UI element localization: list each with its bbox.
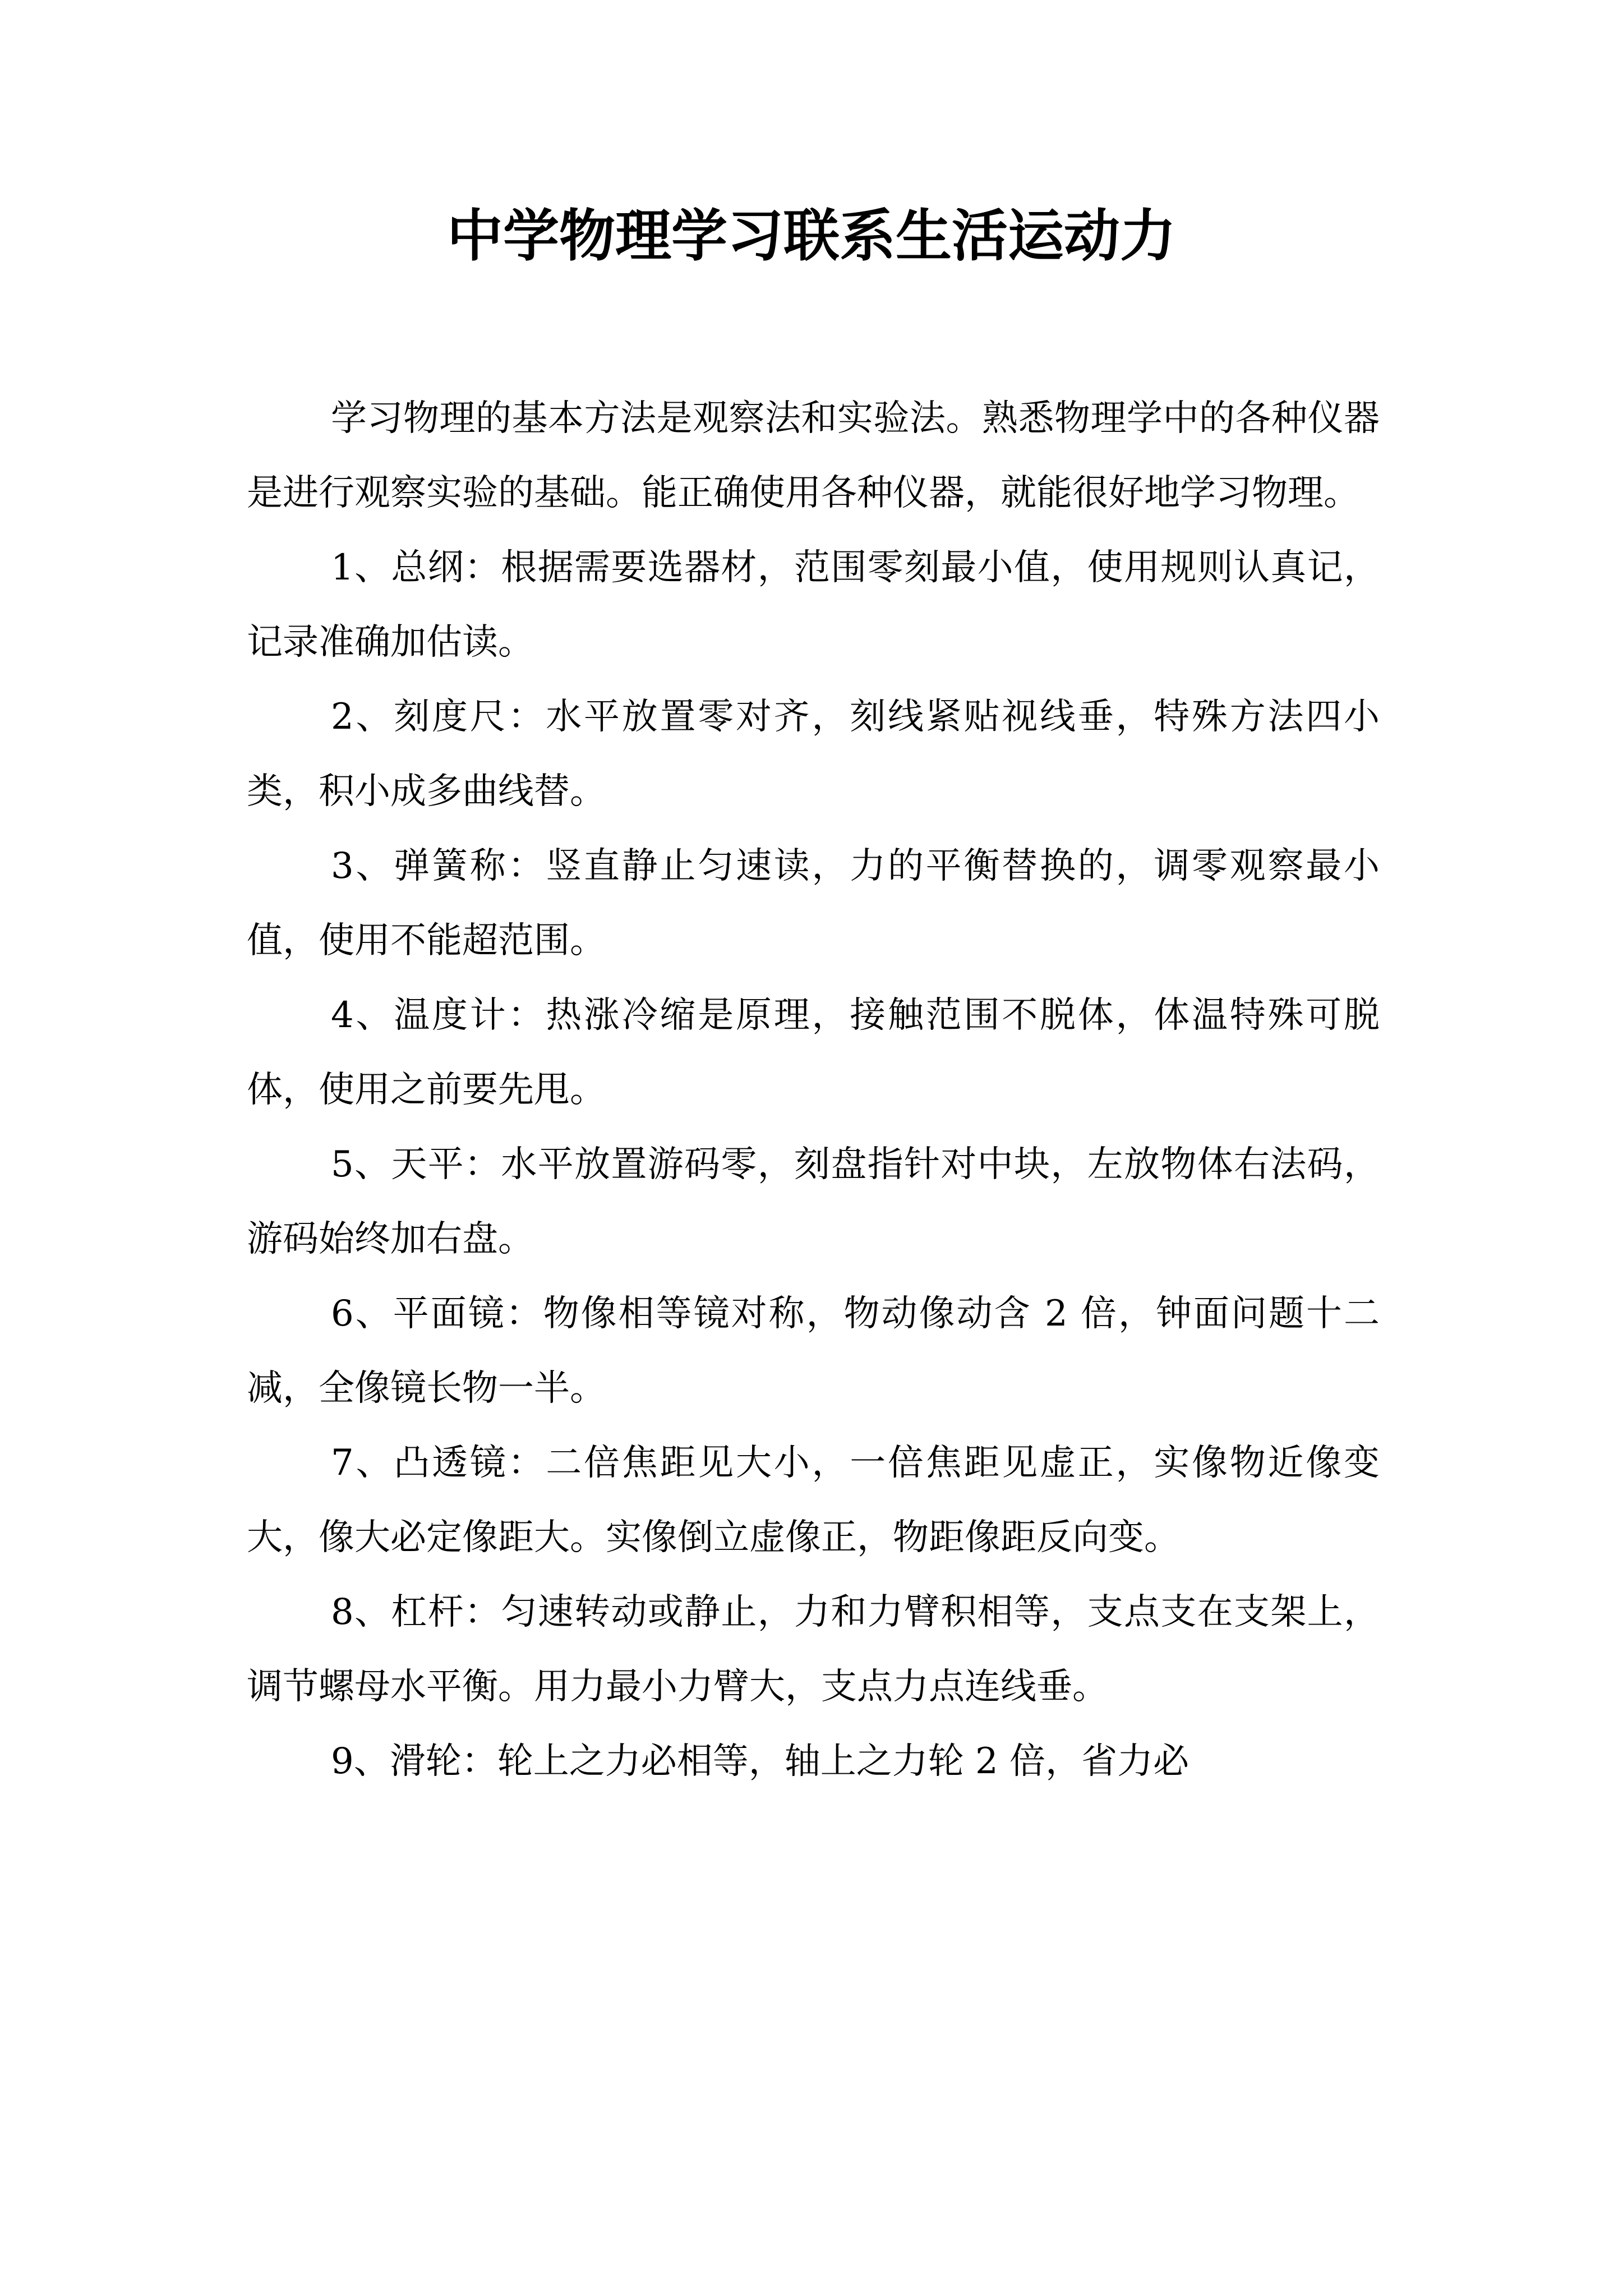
paragraph-balance: 5、天平：水平放置游码零，刻盘指针对中块，左放物体右法码，游码始终加右盘。	[247, 1144, 1380, 1260]
intro-paragraph: 学习物理的基本方法是观察法和实验法。熟悉物理学中的各种仪器是进行观察实验的基础。能正确使用各种仪器，就能很好地学习物理。	[247, 398, 1380, 514]
document-title: 中学物理学习联系生活运动力	[447, 203, 1176, 269]
paragraph-ruler: 2、刻度尺：水平放置零对齐，刻线紧贴视线垂，特殊方法四小类，积小成多曲线替。	[247, 696, 1380, 812]
paragraph-thermometer: 4、温度计：热涨冷缩是原理，接触范围不脱体，体温特殊可脱体，使用之前要先甩。	[247, 995, 1380, 1111]
document-body	[247, 381, 1380, 1799]
paragraph-convex-lens: 7、凸透镜：二倍焦距见大小，一倍焦距见虚正，实像物近像变大，像大必定像距大。实像倒立虚像正，物距像距反向变。	[247, 1442, 1380, 1558]
paragraph-plane-mirror: 6、平面镜：物像相等镜对称，物动像动含 2 倍，钟面问题十二减，全像镜长物一半。	[247, 1293, 1380, 1409]
paragraph-general: 1、总纲：根据需要选器材，范围零刻最小值，使用规则认真记，记录准确加估读。	[247, 547, 1380, 663]
paragraph-pulley: 9、滑轮：轮上之力必相等，轴上之力轮 2 倍，省力必	[331, 1741, 1189, 1782]
paragraph-lever: 8、杠杆：匀速转动或静止，力和力臂积相等，支点支在支架上，调节螺母水平衡。用力最小力臂大，支点力点连线垂。	[247, 1591, 1380, 1708]
paragraph-spring-scale: 3、弹簧称：竖直静止匀速读，力的平衡替换的，调零观察最小值，使用不能超范围。	[247, 845, 1380, 961]
